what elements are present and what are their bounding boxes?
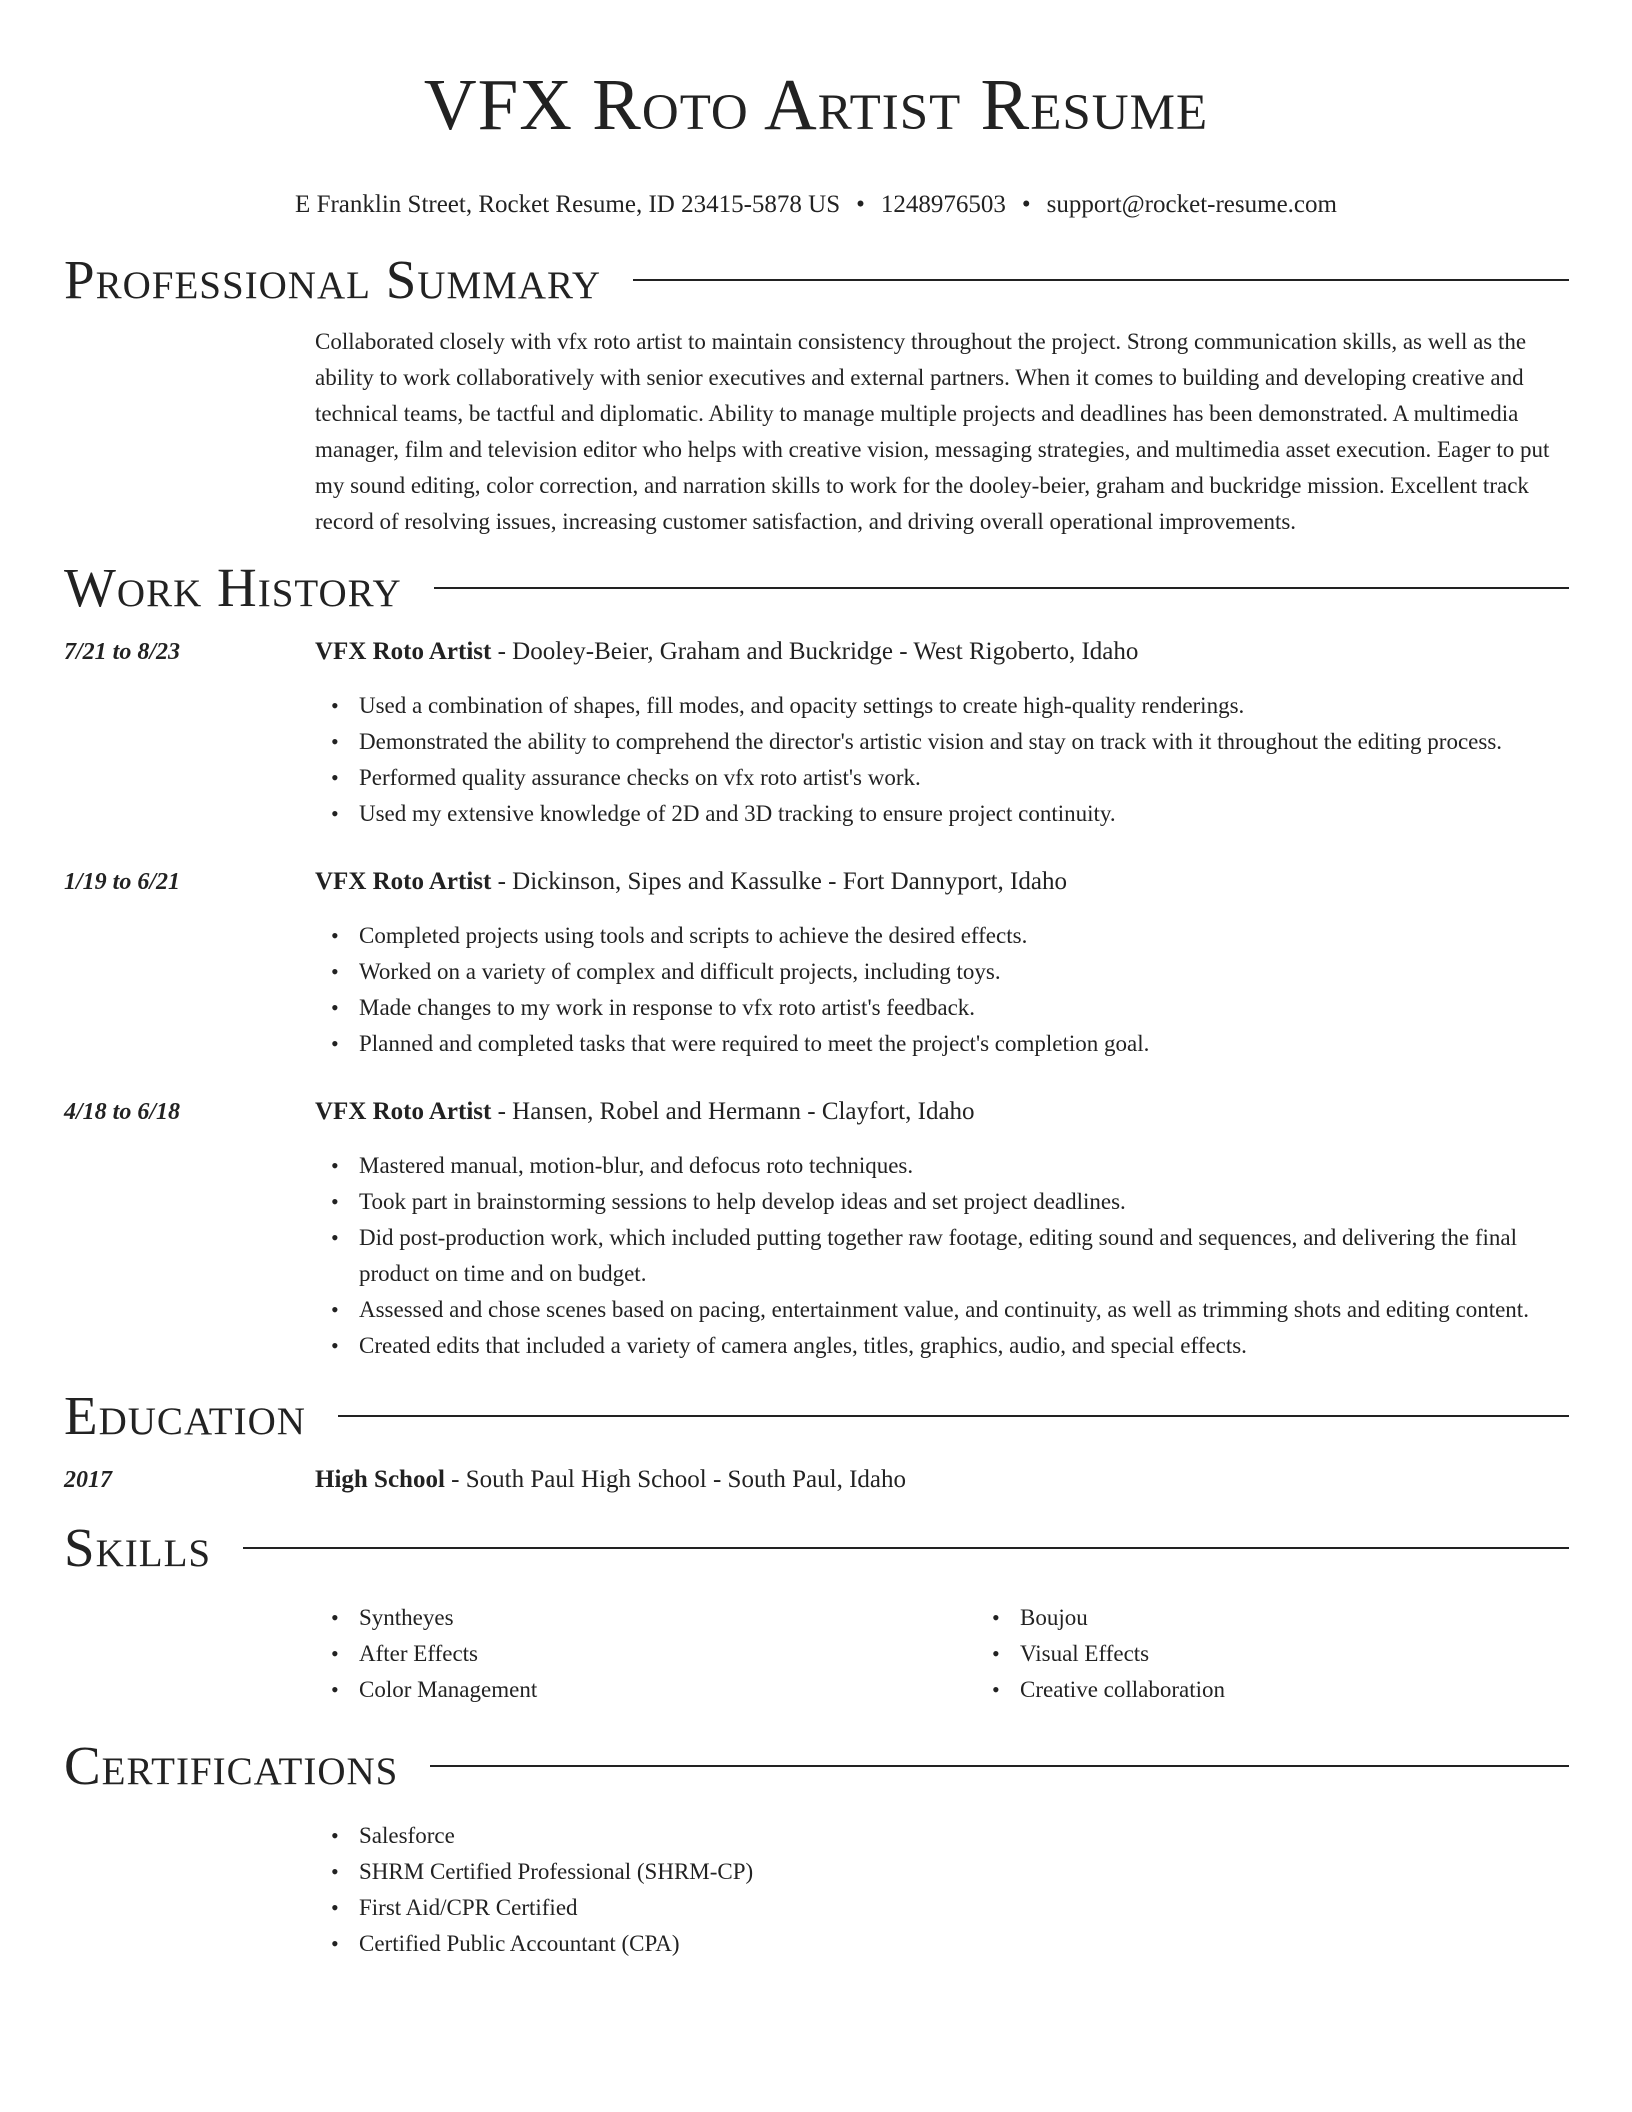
certification-item: • First Aid/CPR Certified bbox=[359, 1890, 753, 1926]
job-entry bbox=[64, 1094, 1569, 1364]
list-item: • Completed projects using tools and scripts to achieve the desired effects. bbox=[359, 918, 1569, 954]
contact-email[interactable]: support@rocket-resume.com bbox=[1046, 191, 1337, 218]
summary-text: Collaborated closely with vfx roto artist to maintain consistency throughout the project. Strong communication skills, as well as the ability to work collaboratively with senior executives and external partners. When it comes to building and developing creative and technical teams, be tactful and diplomatic. Ability to manage multiple projects and deadlines has been demonstrated. A multimedia manager, film and television editor who helps with creative vision, messaging strategies, and multimedia asset execution. Eager to put my sound editing, color correction, and narration skills to work for the dooley-beier, graham and buckridge mission. Excellent track record of resolving issues, increasing customer satisfaction, and driving overall operational improvements. bbox=[315, 329, 1550, 534]
job-entry bbox=[64, 634, 1569, 832]
skills-column-right bbox=[976, 1600, 1225, 1708]
list-item: • Used a combination of shapes, fill modes, and opacity settings to create high-quality renderings. bbox=[359, 688, 1569, 724]
contact-separator: • bbox=[1021, 191, 1031, 218]
section-divider bbox=[434, 587, 1569, 589]
certification-item: • Certified Public Accountant (CPA) bbox=[359, 1926, 753, 1962]
skill-item: • Boujou bbox=[1020, 1600, 1225, 1636]
list-item: • Took part in brainstorming sessions to help develop ideas and set project deadlines. bbox=[359, 1184, 1569, 1220]
job-title: VFX Roto Artist bbox=[315, 638, 492, 665]
section-heading: Certifications bbox=[64, 1735, 399, 1796]
job-dates: 1/19 to 6/21 bbox=[64, 869, 181, 895]
job-heading bbox=[315, 634, 1569, 670]
section-heading: Work History bbox=[64, 557, 402, 618]
list-item: • Performed quality assurance checks on vfx roto artist's work. bbox=[359, 760, 1569, 796]
skill-item: • Visual Effects bbox=[1020, 1636, 1225, 1672]
job-heading bbox=[315, 864, 1569, 900]
section-heading: Professional Summary bbox=[64, 249, 602, 310]
job-heading bbox=[315, 1094, 1569, 1130]
job-details: - Dickinson, Sipes and Kassulke - Fort Dannyport, Idaho bbox=[491, 868, 1067, 895]
certifications-list bbox=[315, 1818, 1569, 1962]
job-bullets bbox=[315, 918, 1569, 1062]
section-heading: Education bbox=[64, 1385, 306, 1446]
education-entry bbox=[64, 1462, 1569, 1498]
skills-list bbox=[315, 1600, 1569, 1708]
skill-item: • Color Management bbox=[359, 1672, 976, 1708]
section-summary-header bbox=[64, 248, 1569, 312]
education-heading bbox=[315, 1462, 1569, 1498]
skill-item: • After Effects bbox=[359, 1636, 976, 1672]
education-degree: High School bbox=[315, 1466, 445, 1493]
list-item: • Created edits that included a variety of camera angles, titles, graphics, audio, and special effects. bbox=[359, 1328, 1569, 1364]
skill-item: • Creative collaboration bbox=[1020, 1672, 1225, 1708]
list-item: • Demonstrated the ability to comprehend the director's artistic vision and stay on track with it throughout the editing process. bbox=[359, 724, 1569, 760]
job-title: VFX Roto Artist bbox=[315, 1098, 492, 1125]
contact-address: E Franklin Street, Rocket Resume, ID 23415-5878 US bbox=[295, 191, 841, 218]
job-dates: 7/21 to 8/23 bbox=[64, 639, 181, 665]
section-divider bbox=[430, 1765, 1569, 1767]
contact-separator: • bbox=[856, 191, 865, 218]
job-title: VFX Roto Artist bbox=[315, 868, 492, 895]
job-details: - Hansen, Robel and Hermann - Clayfort, Idaho bbox=[491, 1098, 975, 1125]
section-certifications-header bbox=[64, 1734, 1569, 1798]
list-item: • Planned and completed tasks that were required to meet the project's completion goal. bbox=[359, 1026, 1569, 1062]
education-year: 2017 bbox=[64, 1467, 112, 1493]
job-entry bbox=[64, 864, 1569, 1062]
list-item: • Worked on a variety of complex and difficult projects, including toys. bbox=[359, 954, 1569, 990]
job-details: - Dooley-Beier, Graham and Buckridge - West Rigoberto, Idaho bbox=[491, 638, 1139, 665]
list-item: • Mastered manual, motion-blur, and defocus roto techniques. bbox=[359, 1148, 1569, 1184]
section-skills-header bbox=[64, 1516, 1569, 1580]
section-divider bbox=[243, 1547, 1569, 1549]
list-item: • Made changes to my work in response to vfx roto artist's feedback. bbox=[359, 990, 1569, 1026]
education-details: - South Paul High School - South Paul, Idaho bbox=[444, 1466, 907, 1493]
section-work-header bbox=[64, 556, 1569, 620]
certification-item: • Salesforce bbox=[359, 1818, 753, 1854]
job-dates: 4/18 to 6/18 bbox=[64, 1099, 181, 1125]
list-item: • Assessed and chose scenes based on pacing, entertainment value, and continuity, as well as trimming shots and editing content. bbox=[359, 1292, 1569, 1328]
section-heading: Skills bbox=[64, 1517, 212, 1578]
list-item: • Used my extensive knowledge of 2D and 3D tracking to ensure project continuity. bbox=[359, 796, 1569, 832]
certification-item: • SHRM Certified Professional (SHRM-CP) bbox=[359, 1854, 753, 1890]
skill-item: • Syntheyes bbox=[359, 1600, 976, 1636]
job-bullets bbox=[315, 1148, 1569, 1364]
contact-line bbox=[0, 190, 1632, 220]
section-divider bbox=[633, 279, 1569, 281]
certifications-column bbox=[315, 1818, 753, 1962]
contact-phone: 1248976503 bbox=[880, 191, 1006, 218]
job-bullets bbox=[315, 688, 1569, 832]
list-item: • Did post-production work, which included putting together raw footage, editing sound and sequences, and delivering the final product on time and on budget. bbox=[359, 1220, 1569, 1292]
skills-column-left bbox=[315, 1600, 976, 1708]
section-divider bbox=[338, 1415, 1569, 1417]
resume-title: VFX Roto Artist Resume bbox=[423, 64, 1209, 145]
section-education-header bbox=[64, 1384, 1569, 1448]
